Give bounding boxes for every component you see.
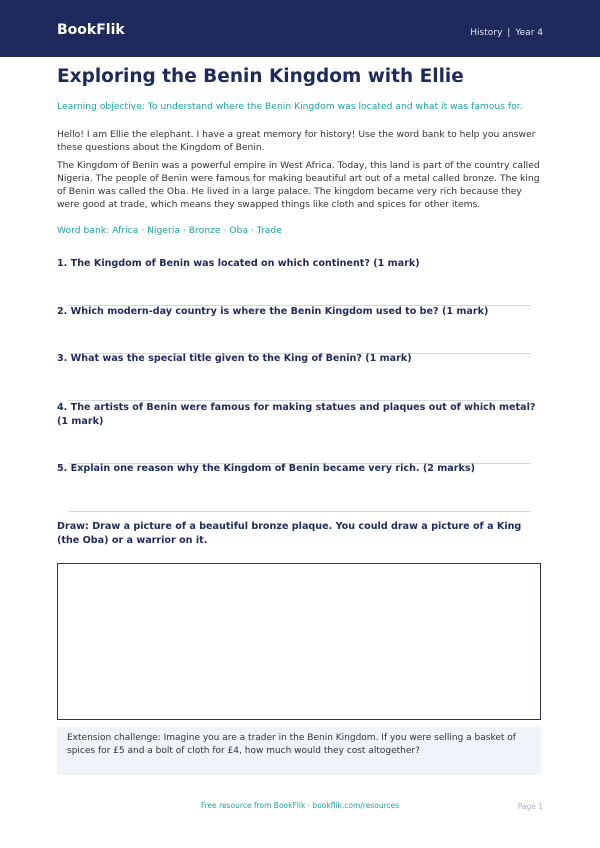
subject-label: History bbox=[470, 28, 503, 38]
intro-paragraph: Hello! I am Ellie the elephant. I have a great memory for history! Use the word bank to help you answer these questions about the Kingdom of Benin. bbox=[57, 129, 536, 153]
year-label: Year 4 bbox=[515, 28, 543, 38]
page-number: Page 1 bbox=[517, 802, 543, 811]
page-title: Exploring the Benin Kingdom with Ellie bbox=[57, 66, 464, 87]
meta-separator: | bbox=[507, 28, 511, 38]
question-4: 4. The artists of Benin were famous for making statues and plaques out of which metal? (1 mark) bbox=[57, 402, 536, 427]
draw-prompt: Draw: Draw a picture of a beautiful bronze plaque. You could draw a picture of a King (the Oba) or a warrior on it. bbox=[57, 521, 522, 546]
extension-challenge: Extension challenge: Imagine you are a trader in the Benin Kingdom. If you were selling a basket of spices for £5 and a bolt of cloth for £4, how much would they cost altogether? bbox=[57, 727, 541, 775]
question-2: 2. Which modern-day country is where the Benin Kingdom used to be? (1 mark) bbox=[57, 306, 489, 317]
page-header bbox=[0, 0, 600, 57]
answer-line-5[interactable] bbox=[68, 511, 531, 512]
question-5: 5. Explain one reason why the Kingdom of Benin became very rich. (2 marks) bbox=[57, 463, 475, 474]
word-bank: Word bank: Africa · Nigeria · Bronze · Oba · Trade bbox=[57, 225, 282, 236]
brand-logo: BookFlik bbox=[57, 22, 125, 38]
question-3: 3. What was the special title given to the King of Benin? (1 mark) bbox=[57, 353, 412, 364]
footer-credit: Free resource from BookFlik · bookflik.com/resources bbox=[200, 801, 400, 810]
subject-year bbox=[470, 28, 543, 38]
drawing-box[interactable] bbox=[57, 563, 541, 720]
passage-paragraph: The Kingdom of Benin was a powerful empire in West Africa. Today, this land is part of the country called Nigeria. The people of Benin were famous for making beautiful art out of a metal called bronze. The king of Benin was called the Oba. He lived in a large palace. The kingdom became very rich because they were good at trade, which means they swapped things like cloth and spices for other items. bbox=[57, 160, 540, 210]
learning-objective: Learning objective: To understand where the Benin Kingdom was located and what it was famous for. bbox=[57, 101, 523, 112]
question-1: 1. The Kingdom of Benin was located on which continent? (1 mark) bbox=[57, 258, 420, 269]
